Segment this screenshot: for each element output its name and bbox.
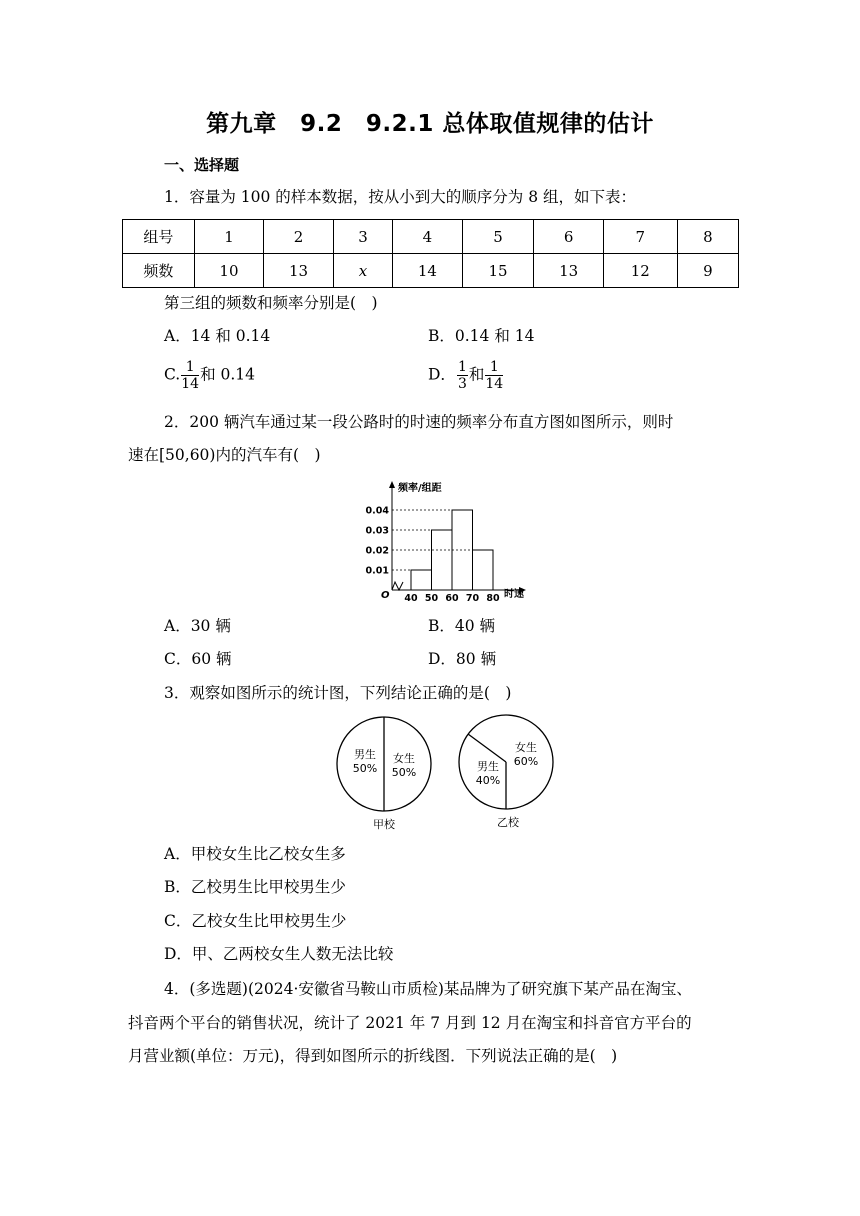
pie-yi-caption: 乙校 (497, 816, 519, 829)
x-tick-label: 80 (486, 593, 500, 604)
fraction-1-14: $\frac{1}{14}$ (181, 359, 200, 392)
page-title: 第九章 9.2 9.2.1 总体取值规律的估计 (206, 111, 654, 137)
y-tick-label: 0.01 (365, 565, 389, 577)
q1-option-a[interactable]: A．14 和 0.14 (164, 327, 271, 345)
pie-jia-boy-pct: 50% (352, 762, 378, 775)
section-heading: 一、选择题 (164, 156, 240, 174)
table-cell: 15 (462, 254, 534, 288)
axis-break (392, 582, 403, 590)
pie-jia-boy-label: 男生 (354, 748, 376, 761)
table-cell: 3 (333, 220, 392, 254)
q4-stem-line1: 4．(多选题)(2024·安徽省马鞍山市质检)某品牌为了研究旗下某产品在淘宝、 (164, 980, 692, 998)
table-cell: 5 (462, 220, 534, 254)
pie-yi-boy-pct: 40% (475, 774, 501, 787)
histogram-bar (411, 570, 432, 590)
table-cell: 9 (677, 254, 738, 288)
q3-option-d[interactable]: D．甲、乙两校女生人数无法比较 (164, 945, 394, 963)
q2-option-c[interactable]: C．60 辆 (164, 650, 232, 668)
table-cell: 14 (393, 254, 463, 288)
histogram-bar (473, 550, 494, 590)
q4-stem-line3: 月营业额(单位：万元)，得到如图所示的折线图．下列说法正确的是( ) (128, 1047, 618, 1065)
x-tick-label: 60 (445, 593, 459, 604)
y-tick-label: 0.04 (365, 505, 389, 517)
frequency-histogram (365, 478, 538, 604)
table-cell: 2 (264, 220, 334, 254)
table-cell: 6 (534, 220, 604, 254)
table-cell: 频数 (123, 254, 195, 288)
table-cell: 13 (264, 254, 334, 288)
table-cell: 13 (534, 254, 604, 288)
q3-option-a[interactable]: A．甲校女生比乙校女生多 (164, 845, 346, 863)
q3-option-c[interactable]: C．乙校女生比甲校男生少 (164, 912, 347, 930)
pie-jia-caption: 甲校 (373, 818, 395, 831)
table-cell: 1 (194, 220, 264, 254)
pie-jia-girl-label: 女生 (393, 752, 415, 765)
option-d-prefix: D． (428, 365, 456, 384)
table-cell: 8 (677, 220, 738, 254)
frequency-table (122, 219, 739, 288)
x-tick-label: 70 (465, 593, 480, 604)
q1-option-d[interactable] (428, 359, 504, 392)
y-axis-label: 频率/组距 (398, 483, 442, 494)
q3-stem: 3．观察如图所示的统计图，下列结论正确的是( ) (164, 684, 512, 702)
origin-label: O (381, 590, 390, 601)
table-cell: 10 (194, 254, 264, 288)
table-row (123, 220, 739, 254)
fraction-1-3: $\frac{1}{3}$ (457, 359, 467, 392)
histogram-bar (432, 530, 453, 590)
x-tick-label: 50 (424, 593, 439, 604)
x-tick-label: 40 (404, 593, 418, 604)
q2-option-d[interactable]: D．80 辆 (428, 650, 497, 668)
q2-stem-line1: 2．200 辆汽车通过某一段公路时的时速的频率分布直方图如图所示，则时 (164, 413, 674, 431)
q2-option-a[interactable]: A．30 辆 (164, 617, 231, 635)
option-c-prefix: C. (164, 365, 181, 384)
q1-stem: 1．容量为 100 的样本数据，按从小到大的顺序分为 8 组，如下表： (164, 188, 637, 206)
q1-option-b[interactable]: B．0.14 和 14 (428, 327, 535, 345)
q1-question: 第三组的频数和频率分别是( ) (164, 294, 378, 312)
table-cell: 12 (603, 254, 677, 288)
q4-stem-line2: 抖音两个平台的销售状况，统计了 2021 年 7 月到 12 月在淘宝和抖音官方平台的 (128, 1014, 692, 1032)
option-d-mid: 和 (468, 365, 485, 384)
q2-option-b[interactable]: B．40 辆 (428, 617, 496, 635)
table-cell: 7 (603, 220, 677, 254)
pie-yi-girl-label: 女生 (515, 741, 537, 754)
table-cell: 4 (393, 220, 463, 254)
q2-stem-line2: 速在[50,60)内的汽车有( ) (128, 446, 321, 464)
y-tick-label: 0.03 (365, 525, 389, 537)
option-c-suffix: 和 0.14 (200, 365, 256, 384)
x-axis-label: 时速 (504, 589, 524, 600)
y-tick-label: 0.02 (365, 545, 389, 557)
pie-yi-boy-label: 男生 (477, 760, 499, 773)
table-row (123, 254, 739, 288)
y-axis-arrow (389, 481, 395, 488)
pie-charts (336, 712, 539, 836)
pie-yi-girl-pct: 60% (513, 755, 539, 768)
q1-option-c[interactable] (164, 359, 255, 392)
pie-jia-girl-pct: 50% (391, 766, 417, 779)
fraction-1-14: $\frac{1}{14}$ (485, 359, 504, 392)
q3-option-b[interactable]: B．乙校男生比甲校男生少 (164, 878, 346, 896)
table-cell: 组号 (123, 220, 195, 254)
table-cell: x (333, 254, 392, 288)
